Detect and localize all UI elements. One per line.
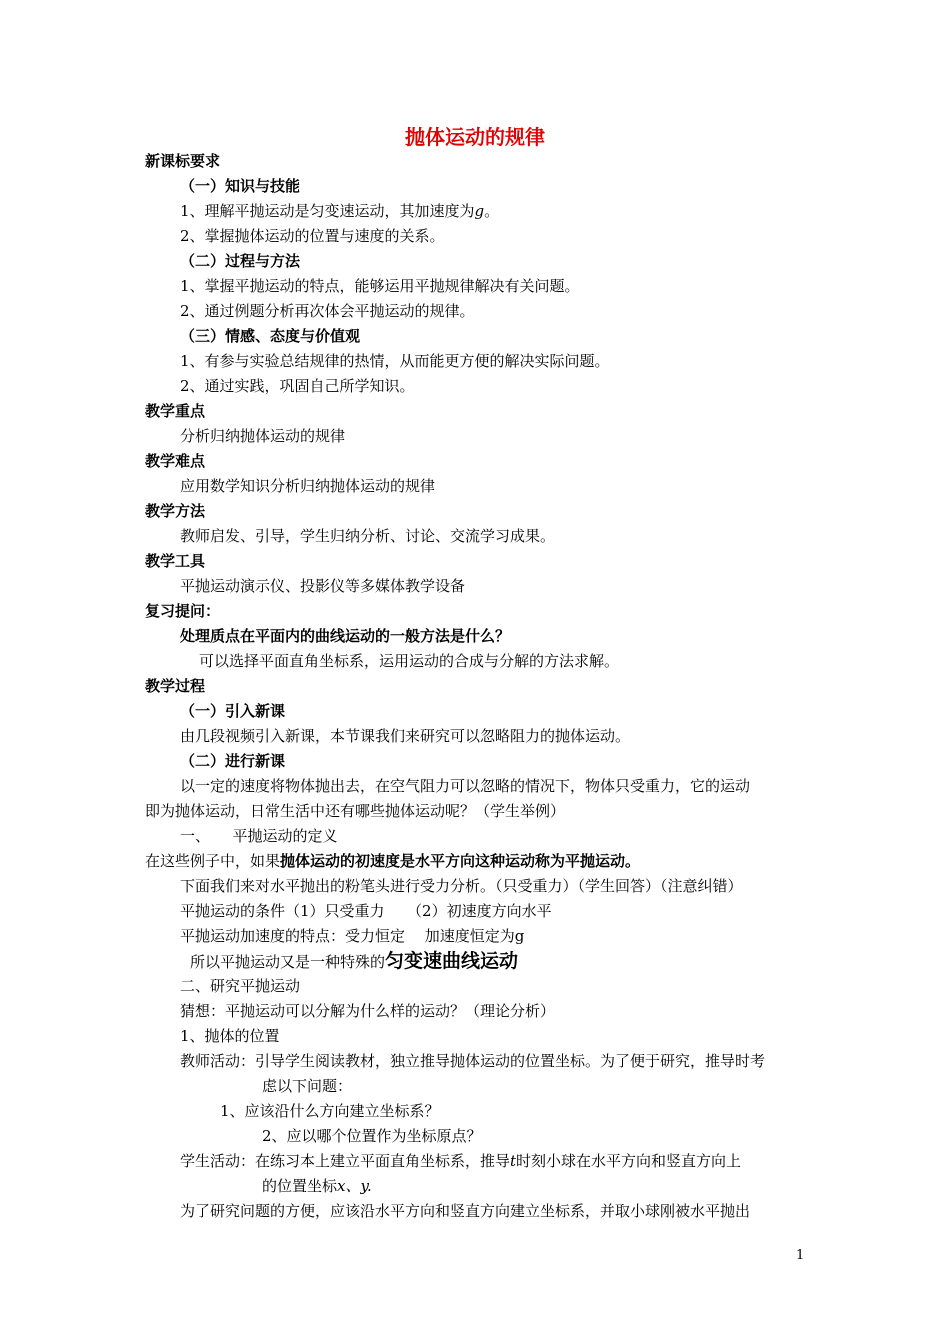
subheading-intro: （一）引入新课 (180, 702, 286, 720)
guess-text: 猜想：平抛运动可以分解为什么样的运动？（理论分析） (180, 1002, 556, 1020)
last-line: 为了研究问题的方便，应该沿水平方向和竖直方向建立坐标系，并取小球刚被水平抛出 (180, 1202, 751, 1220)
definition-line (145, 851, 640, 871)
section-heading-method: 教学方法 (145, 502, 206, 520)
section-heading-difficulty: 教学难点 (145, 452, 206, 470)
special-motion-prefix: 所以平抛运动又是一种特殊的 (190, 953, 386, 971)
process-item-1: 1、掌握平抛运动的特点，能够运用平抛规律解决有关问题。 (180, 277, 580, 295)
definition-bold: 抛体运动的初速度是水平方向这种运动称为平抛运动。 (280, 852, 641, 870)
question-1: 1、应该沿什么方向建立坐标系？ (220, 1102, 440, 1120)
key-point-text: 分析归纳抛体运动的规律 (180, 427, 346, 445)
question-2: 2、应以哪个位置作为坐标原点？ (262, 1127, 482, 1145)
acceleration-features: 平抛运动加速度的特点：受力恒定 加速度恒定为g (180, 927, 525, 945)
student-activity-line-2 (262, 1176, 372, 1196)
conditions: 平抛运动的条件（1）只受重力 （2）初速度方向水平 (180, 902, 552, 920)
student-activity-coords-prefix: 的位置坐标 (262, 1177, 338, 1195)
special-motion-emphasis: 匀变速曲线运动 (385, 950, 519, 972)
section-heading-key-point: 教学重点 (145, 402, 206, 420)
knowledge-item-1 (180, 201, 499, 221)
page-number: 1 (796, 1248, 805, 1263)
review-question: 处理质点在平面内的曲线运动的一般方法是什么？ (180, 627, 511, 645)
knowledge-item-1-end: 。 (484, 202, 500, 220)
difficulty-text: 应用数学知识分析归纳抛体运动的规律 (180, 477, 436, 495)
symbol-g: g (474, 202, 485, 220)
knowledge-item-2: 2、掌握抛体运动的位置与速度的关系。 (180, 227, 445, 245)
subheading-emotion: （三）情感、态度与价值观 (180, 327, 361, 345)
intro-text: 由几段视频引入新课，本节课我们来研究可以忽略阻力的抛体运动。 (180, 727, 631, 745)
student-activity-prefix: 学生活动：在练习本上建立平面直角坐标系，推导 (180, 1152, 511, 1170)
document-title: 抛体运动的规律 (405, 125, 545, 149)
emotion-item-2: 2、通过实践，巩固自己所学知识。 (180, 377, 415, 395)
item-definition: 一、 平抛运动的定义 (180, 827, 338, 845)
emotion-item-1: 1、有参与实验总结规律的热情，从而能更方便的解决实际问题。 (180, 352, 610, 370)
position-heading: 1、抛体的位置 (180, 1027, 280, 1045)
definition-prefix: 在这些例子中，如果 (145, 852, 281, 870)
tools-text: 平抛运动演示仪、投影仪等多媒体教学设备 (180, 577, 466, 595)
method-text: 教师启发、引导，学生归纳分析、讨论、交流学习成果。 (180, 527, 556, 545)
item-research: 二、研究平抛运动 (180, 977, 301, 995)
symbol-xy: x、y. (337, 1177, 372, 1195)
subheading-process: （二）过程与方法 (180, 252, 301, 270)
student-activity-suffix: 时刻小球在水平方向和竖直方向上 (516, 1152, 742, 1170)
subheading-new-lesson: （二）进行新课 (180, 752, 286, 770)
student-activity-line-1 (180, 1151, 741, 1171)
special-motion-line (190, 949, 518, 974)
section-heading-requirements: 新课标要求 (145, 152, 221, 170)
subheading-knowledge: （一）知识与技能 (180, 177, 301, 195)
force-analysis: 下面我们来对水平抛出的粉笔头进行受力分析。（只受重力）（学生回答）（注意纠错） (180, 877, 743, 895)
review-answer: 可以选择平面直角坐标系，运用运动的合成与分解的方法求解。 (199, 652, 620, 670)
teacher-activity-line-2: 虑以下问题： (262, 1077, 353, 1095)
knowledge-item-1-text: 1、理解平抛运动是匀变速运动，其加速度为 (180, 202, 475, 220)
section-heading-process: 教学过程 (145, 677, 206, 695)
paragraph-line-1: 以一定的速度将物体抛出去，在空气阻力可以忽略的情况下，物体只受重力，它的运动 (180, 777, 751, 795)
paragraph-line-2: 即为抛体运动，日常生活中还有哪些抛体运动呢？（学生举例） (145, 802, 566, 820)
teacher-activity-line-1: 教师活动：引导学生阅读教材，独立推导抛体运动的位置坐标。为了便于研究，推导时考 (180, 1052, 766, 1070)
section-heading-tools: 教学工具 (145, 552, 206, 570)
symbol-t: t (510, 1152, 517, 1170)
process-item-2: 2、通过例题分析再次体会平抛运动的规律。 (180, 302, 475, 320)
section-heading-review: 复习提问： (145, 602, 221, 620)
